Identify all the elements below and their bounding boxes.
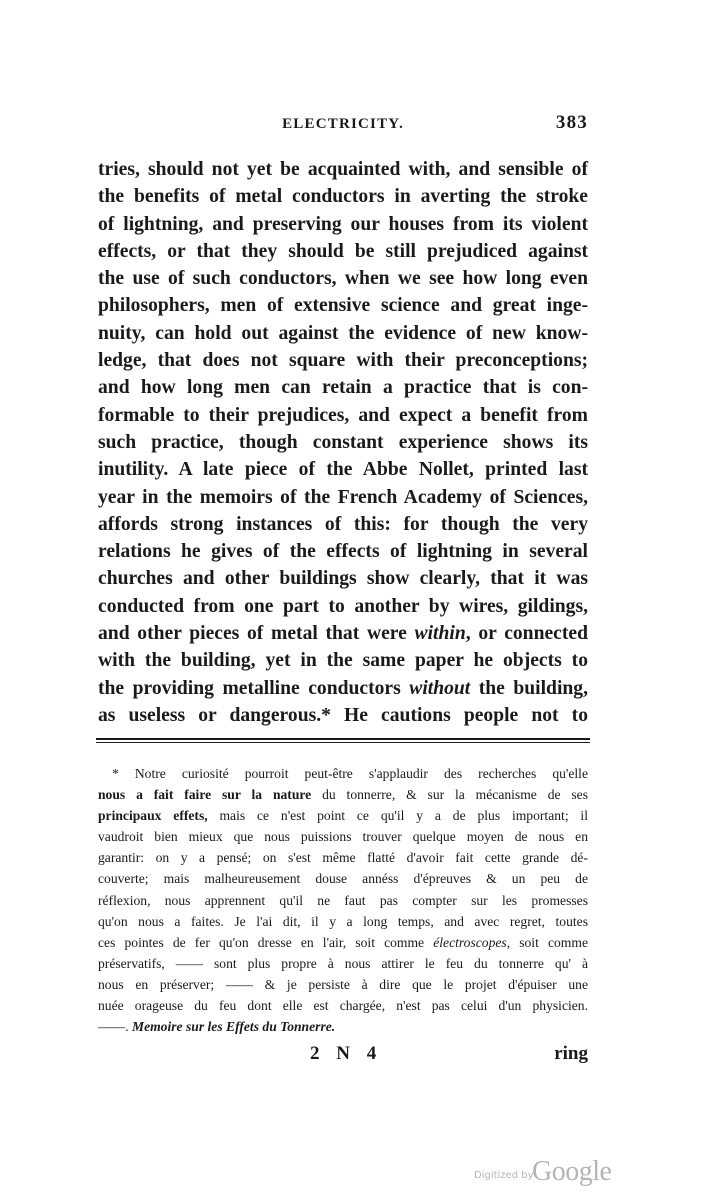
body-text-run: , or connected: [465, 623, 588, 645]
footnote-line: couverte; mais malheureusement douse annéss d'épreuves & un peu de: [98, 871, 588, 887]
body-line: churches and other buildings show clearly, that it was: [98, 568, 588, 590]
footnote-text-run: mais ce n'est point ce qu'il y a de plus important; il: [207, 808, 588, 824]
page-foot: [98, 1043, 588, 1071]
footnote-line: préservatifs, —— sont plus propre à nous attirer le feu du tonnerre qu' à: [98, 955, 588, 971]
catchword: ring: [554, 1043, 588, 1064]
running-title: ELECTRICITY.: [282, 116, 404, 132]
watermark-google-logo: Google: [532, 1156, 612, 1187]
emphasis-without: without: [409, 677, 471, 699]
body-line: effects, or that they should be still prejudiced against: [98, 240, 588, 262]
footnote-line: [98, 805, 588, 826]
footnote-line: réflexion, nous apprennent qu'il ne faut pas compter sur les promesses: [98, 892, 588, 908]
footnote-bold-run: principaux effets,: [98, 808, 208, 824]
body-line: inutility. A late piece of the Abbe Nollet, printed last: [98, 459, 588, 481]
signature-mark: 2 N 4: [310, 1043, 383, 1064]
footnote: [98, 763, 588, 1037]
body-line: ledge, that does not square with their preconceptions;: [98, 350, 588, 372]
citation-title: Memoire sur les Effets du Tonnerre.: [128, 1019, 336, 1035]
footnote-line: [98, 932, 588, 953]
body-line: philosophers, men of extensive science and great inge-: [98, 295, 588, 317]
body-text: [98, 156, 588, 729]
body-line: conducted from one part to another by wires, gildings,: [98, 595, 588, 617]
footnote-text-run: ces pointes de fer qu'on dresse en l'air, soit comme: [98, 934, 434, 950]
footnote-citation: [98, 1016, 588, 1037]
footnote-line: garantir: on y a pensé; on s'est même flatté d'avoir fait cette grande dé-: [98, 850, 588, 866]
body-line: nuity, can hold out against the evidence of new know-: [98, 322, 588, 344]
body-line: affords strong instances of this: for though the very: [98, 513, 588, 535]
footnote-text-run: du tonnerre, & sur la mécanisme de ses: [311, 787, 588, 803]
footnote-line: vaudroit bien mieux que nous puissions trouver quelque moyen de nous en: [98, 829, 588, 845]
footnote-italic-run: électroscopes,: [433, 934, 511, 950]
body-line: the use of such conductors, when we see how long even: [98, 268, 588, 290]
digitized-watermark: [474, 1156, 664, 1190]
body-line: formable to their prejudices, and expect a benefit from: [98, 404, 588, 426]
footnote-line: * Notre curiosité pourroit peut-être s'applaudir des recherches qu'elle: [112, 766, 588, 781]
body-line: and how long men can retain a practice that is con-: [98, 377, 588, 399]
footnote-line: nuée orageuse du feu dont elle est chargée, n'est pas celui d'un physicien.: [98, 998, 588, 1014]
footnote-line: [98, 784, 588, 805]
page-number: 383: [555, 112, 588, 133]
footnote-text-run: soit comme: [510, 934, 588, 950]
footnote-rule: [96, 738, 590, 740]
emphasis-within: within: [414, 623, 466, 645]
body-text-run: the providing metalline conductors: [98, 677, 410, 699]
watermark-digitized-by: Digitized by: [474, 1170, 534, 1181]
body-line: [98, 620, 588, 647]
body-text-run: the building,: [470, 677, 588, 699]
body-line: tries, should not yet be acquainted with, and sensible of: [98, 159, 588, 180]
body-line: as useless or dangerous.* He cautions people not to: [98, 704, 588, 726]
footnote-bold-run: nous a fait faire sur la nature: [98, 787, 312, 803]
body-line: year in the memoirs of the French Academy of Sciences,: [98, 486, 588, 508]
body-line: such practice, though constant experience shows its: [98, 431, 588, 453]
footnote-line: qu'on nous a faites. Je l'ai dit, il y a long temps, and avec regret, toutes: [98, 913, 588, 929]
body-line: with the building, yet in the same paper he objects to: [98, 650, 588, 672]
footnote-line: nous en préserver; —— & je persiste à dire que le projet d'épuiser une: [98, 976, 588, 992]
footnote-rule-thin: [96, 742, 590, 743]
citation-dash: ——.: [98, 1019, 129, 1035]
body-text-run: and other pieces of metal that were: [98, 623, 415, 645]
body-line: of lightning, and preserving our houses from its violent: [98, 213, 588, 235]
body-line: the benefits of metal conductors in averting the stroke: [98, 186, 588, 208]
running-head: [98, 112, 588, 136]
body-line: [98, 675, 588, 702]
body-line: relations he gives of the effects of lightning in several: [98, 541, 588, 563]
